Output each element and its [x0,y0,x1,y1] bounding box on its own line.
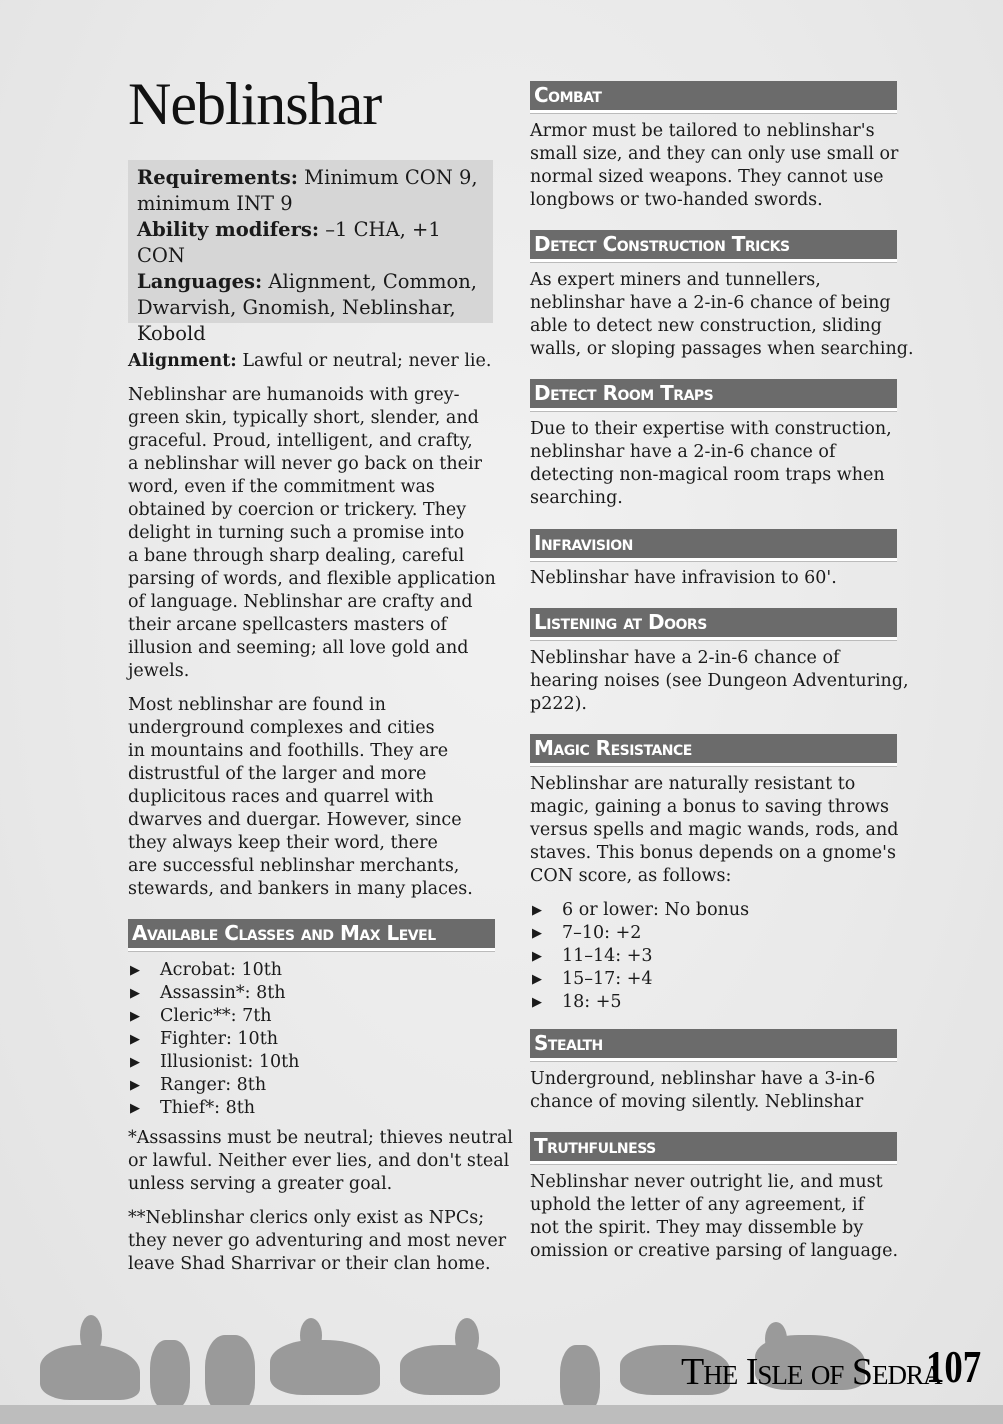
magic-resistance-bonus-list [530,899,898,1014]
text-line: hearing noises (see Dungeon Adventuring, [530,671,909,691]
requirements-value: Minimum CON 9, minimum INT 9 [137,166,478,215]
description-paragraph-1 [128,384,496,683]
description-paragraph-2 [128,694,496,901]
section-heading-detect-room-traps: Detect Room Traps [530,379,897,408]
text-line: Neblinshar have infravision to 60'. [530,568,837,588]
text-line: unless serving a greater goal. [128,1174,393,1194]
text-line: able to detect new construction, sliding [530,316,882,336]
section-text-detect-construction [530,269,914,361]
text-line: magic, gaining a bonus to saving throws [530,797,889,817]
list-item: ▶ Thief*: 8th [128,1097,496,1120]
list-item: ▶ Cleric**: 7th [128,1005,496,1028]
section-heading-truthfulness: Truthfulness [530,1132,897,1161]
text-line: jewels. [128,661,190,681]
text-line: staves. This bonus depends on a gnome's [530,843,896,863]
text-line: or lawful. Neither ever lies, and don't steal [128,1151,510,1171]
text-line: they always keep their word, there [128,833,438,853]
section-text-listening [530,647,909,716]
page-title: Neblinshar [128,71,382,137]
text-line: detecting non-magical room traps when [530,465,885,485]
text-line: Armor must be tailored to neblinshar's [530,121,875,141]
classes-note-1 [128,1127,513,1196]
classes-heading: Available Classes and Max Level [128,919,495,948]
list-item: ▶ Illusionist: 10th [128,1051,496,1074]
page-number: 107 [926,1341,982,1392]
section-text-truthfulness [530,1171,898,1263]
section-heading-listening: Listening at Doors [530,608,897,637]
text-line: underground complexes and cities [128,718,435,738]
alignment-line [128,350,496,373]
alignment-value: Lawful or neutral; never lie. [236,351,492,371]
text-line: p222). [530,694,587,714]
section-text-detect-room-traps [530,418,898,510]
text-line: their arcane spellcasters masters of [128,615,447,635]
text-line: obtained by coercion or trickery. They [128,500,467,520]
text-line: neblinshar have a 2-in-6 chance of being [530,293,891,313]
text-line: distrustful of the larger and more [128,764,427,784]
requirements-box [128,160,493,345]
list-item: ▶ 7–10: +2 [530,922,898,945]
list-item: ▶ Acrobat: 10th [128,959,496,982]
text-line: dwarves and duergar. However, since [128,810,462,830]
alignment-label: Alignment: [128,351,237,371]
section-heading-detect-construction: Detect Construction Tricks [530,230,897,259]
text-line: searching. [530,488,623,508]
text-line: small size, and they can only use small or [530,144,899,164]
ability-modifiers-label: Ability modifers: [137,218,320,241]
section-text-magic-resistance [530,773,898,888]
section-heading-magic-resistance: Magic Resistance [530,734,897,763]
text-line: not the spirit. They may dissemble by [530,1218,864,1238]
text-line: uphold the letter of any agreement, if [530,1195,865,1215]
text-line: omission or creative parsing of language. [530,1241,899,1261]
text-line: As expert miners and tunnellers, [530,270,821,290]
list-item: ▶ 15–17: +4 [530,968,898,991]
list-item: ▶ 6 or lower: No bonus [530,899,898,922]
text-line: Neblinshar are humanoids with grey- [128,385,460,405]
text-line: Due to their expertise with construction, [530,419,892,439]
text-line: Neblinshar never outright lie, and must [530,1172,883,1192]
text-line: illusion and seeming; all love gold and [128,638,469,658]
text-line: graceful. Proud, intelligent, and crafty, [128,431,473,451]
section-text-combat [530,120,898,212]
text-line: they never go adventuring and most never [128,1231,507,1251]
list-item: ▶ Assassin*: 8th [128,982,496,1005]
section-text-stealth [530,1068,898,1114]
section-heading-stealth: Stealth [530,1029,897,1058]
text-line: walls, or sloping passages when searching. [530,339,914,359]
text-line: a bane through sharp dealing, careful [128,546,465,566]
text-line: normal sized weapons. They cannot use [530,167,884,187]
text-line: leave Shad Sharrivar or their clan home. [128,1254,491,1274]
text-line: CON score, as follows: [530,866,732,886]
text-line: Underground, neblinshar have a 3-in-6 [530,1069,876,1089]
text-line: of language. Neblinshar are crafty and [128,592,473,612]
text-line: Neblinshar are naturally resistant to [530,774,856,794]
text-line: Most neblinshar are found in [128,695,386,715]
text-line: *Assassins must be neutral; thieves neutral [128,1128,513,1148]
text-line: delight in turning such a promise into [128,523,465,543]
text-line: parsing of words, and flexible application [128,569,496,589]
languages-value: Alignment, Common, Dwarvish, Gnomish, Neblinshar, Kobold [137,270,477,345]
text-line: in mountains and foothills. They are [128,741,449,761]
text-line: word, even if the commitment was [128,477,435,497]
footer-book-title: The Isle of Sedra [681,1351,942,1393]
text-line: neblinshar have a 2-in-6 chance of [530,442,836,462]
section-text-infravision [530,567,898,590]
list-item: ▶ 18: +5 [530,991,898,1014]
text-line: versus spells and magic wands, rods, and [530,820,899,840]
list-item: ▶ Fighter: 10th [128,1028,496,1051]
text-line: **Neblinshar clerics only exist as NPCs; [128,1208,485,1228]
list-item: ▶ Ranger: 8th [128,1074,496,1097]
text-line: chance of moving silently. Neblinshar [530,1092,864,1112]
text-line: duplicitous races and quarrel with [128,787,434,807]
text-line: Neblinshar have a 2-in-6 chance of [530,648,840,668]
requirements-label: Requirements: [137,166,298,189]
ability-modifiers-value: –1 CHA, +1 CON [137,218,441,267]
classes-list [128,959,496,1120]
classes-note-2 [128,1207,507,1276]
languages-label: Languages: [137,270,263,293]
text-line: a neblinshar will never go back on their [128,454,482,474]
text-line: stewards, and bankers in many places. [128,879,473,899]
section-heading-infravision: Infravision [530,529,897,558]
list-item: ▶ 11–14: +3 [530,945,898,968]
text-line: are successful neblinshar merchants, [128,856,460,876]
text-line: green skin, typically short, slender, and [128,408,479,428]
text-line: longbows or two-handed swords. [530,190,823,210]
section-heading-combat: Combat [530,81,897,110]
